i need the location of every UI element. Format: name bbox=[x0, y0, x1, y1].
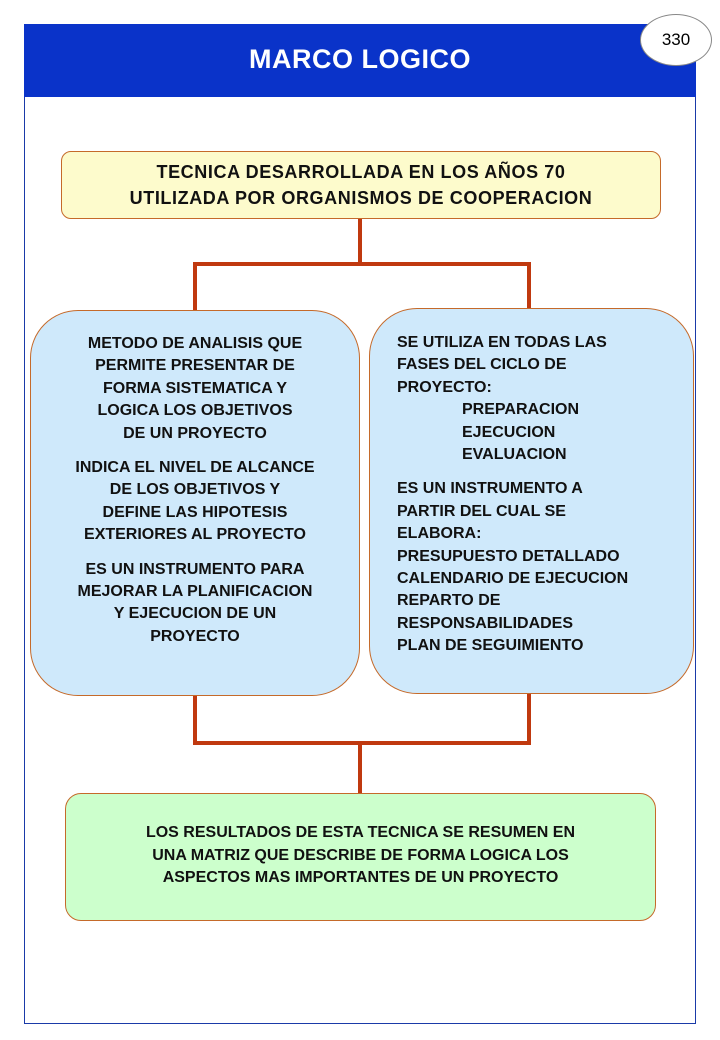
connector-bottom-bar bbox=[193, 741, 531, 745]
connector-top-stem bbox=[358, 219, 362, 264]
right-box-line: PARTIR DEL CUAL SE bbox=[397, 502, 566, 520]
left-box-line: METODO DE ANALISIS QUE bbox=[87, 335, 303, 352]
left-box-line: PROYECTO bbox=[150, 627, 240, 645]
left-box-line: ES UN INSTRUMENTO PARA bbox=[85, 560, 305, 578]
top-box bbox=[61, 151, 661, 219]
bottom-box-line: LOS RESULTADOS DE ESTA TECNICA SE RESUMEN EN bbox=[145, 824, 576, 841]
right-box-line: ELABORA: bbox=[397, 525, 482, 543]
right-box-line: PROYECTO: bbox=[397, 378, 492, 396]
output-item: RESPONSABILIDADES bbox=[397, 614, 574, 632]
connector-top-bar bbox=[193, 262, 531, 266]
phase-item: PREPARACION bbox=[462, 401, 580, 419]
top-box-line: TECNICA DESARROLLADA EN LOS AÑOS 70 bbox=[156, 162, 566, 182]
right-box-line: ES UN INSTRUMENTO A bbox=[397, 480, 583, 498]
phase-item: EVALUACION bbox=[462, 446, 567, 464]
left-box-line: DE UN PROYECTO bbox=[123, 424, 267, 442]
connector-bottom-right-rise bbox=[527, 694, 531, 744]
page-number-badge bbox=[640, 14, 712, 66]
right-box-line: SE UTILIZA EN TODAS LAS bbox=[397, 334, 607, 351]
bottom-box bbox=[65, 793, 656, 921]
output-item: PRESUPUESTO DETALLADO bbox=[397, 547, 620, 565]
output-item: REPARTO DE bbox=[397, 592, 501, 610]
bottom-box-line: ASPECTOS MAS IMPORTANTES DE UN PROYECTO bbox=[162, 869, 559, 886]
page-number: 330 bbox=[661, 30, 691, 49]
left-box-line: LOGICA LOS OBJETIVOS bbox=[97, 402, 293, 420]
output-item: PLAN DE SEGUIMIENTO bbox=[397, 637, 584, 655]
left-box-line: FORMA SISTEMATICA Y bbox=[103, 379, 287, 397]
right-box bbox=[369, 308, 694, 694]
left-box-line: DE LOS OBJETIVOS Y bbox=[109, 481, 281, 499]
top-box-line: UTILIZADA POR ORGANISMOS DE COOPERACION bbox=[129, 188, 593, 208]
connector-bottom-stem bbox=[358, 741, 362, 793]
output-item: CALENDARIO DE EJECUCION bbox=[397, 570, 629, 588]
left-box-line: PERMITE PRESENTAR DE bbox=[95, 357, 295, 375]
connector-top-left-drop bbox=[193, 262, 197, 310]
left-box-line: DEFINE LAS HIPOTESIS bbox=[102, 503, 288, 521]
left-box bbox=[30, 310, 360, 696]
right-box-line: FASES DEL CICLO DE bbox=[397, 356, 567, 374]
left-box-line: MEJORAR LA PLANIFICACION bbox=[77, 583, 313, 601]
connector-bottom-left-rise bbox=[193, 696, 197, 744]
left-box-line: EXTERIORES AL PROYECTO bbox=[84, 526, 306, 544]
left-box-line: Y EJECUCION DE UN bbox=[113, 605, 277, 623]
phase-item: EJECUCION bbox=[462, 423, 556, 441]
connector-top-right-drop bbox=[527, 262, 531, 308]
left-box-line: INDICA EL NIVEL DE ALCANCE bbox=[75, 459, 315, 477]
slide-title: MARCO LOGICO bbox=[249, 44, 471, 74]
bottom-box-line: UNA MATRIZ QUE DESCRIBE DE FORMA LOGICA LOS bbox=[152, 846, 569, 864]
